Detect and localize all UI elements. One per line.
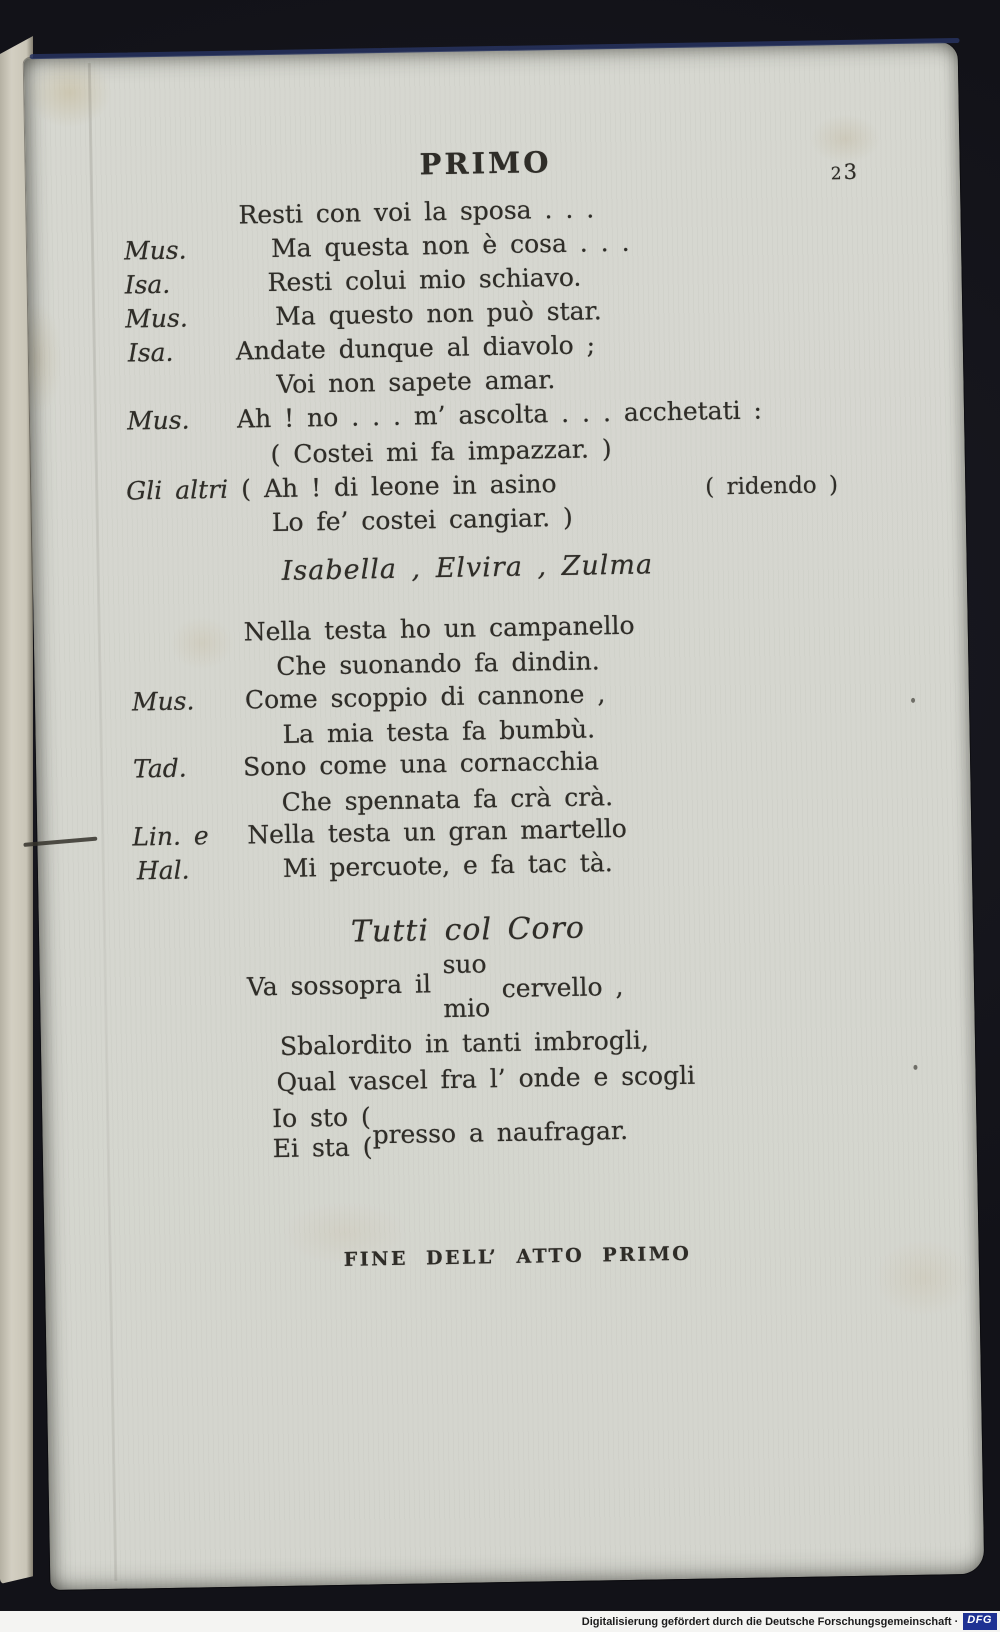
- verse-line: Che suonando fa dindin.: [276, 646, 600, 681]
- speaker-label: Gli altri: [126, 474, 229, 506]
- page-crease: [88, 63, 117, 1581]
- scene-heading: Isabella , Elvira , Zulma: [281, 549, 654, 587]
- speaker-label: Mus.: [131, 686, 195, 717]
- end-of-act-label: FINE DELL’ ATTO PRIMO: [343, 1242, 692, 1271]
- stage-direction: ( ridendo ): [705, 472, 839, 501]
- page-number: 23: [830, 159, 860, 185]
- digitization-credit-text: Digitalisierung gefördert durch die Deutsche Forschungsgemeinschaft ·: [581, 1615, 959, 1628]
- verse-line: Io sto (: [271, 1102, 371, 1134]
- speaker-label: Hal.: [136, 855, 190, 886]
- verse-line: Come scoppio di cannone ,: [244, 679, 606, 715]
- verse-line: Ei sta (: [272, 1132, 373, 1164]
- verse-line: Nella testa ho un campanello: [243, 610, 635, 647]
- alternative-words: [442, 948, 490, 1024]
- verse-line: Nella testa un gran martello: [247, 813, 628, 850]
- verse-line: Qual vascel fra l’ onde e scogli: [276, 1060, 696, 1098]
- running-header: PRIMO: [419, 145, 552, 182]
- book-page: [24, 42, 985, 1590]
- verse-line: ( Ah ! di leone in asino: [241, 469, 557, 504]
- speaker-label: Mus.: [126, 405, 190, 436]
- alt-word-top: suo: [442, 949, 487, 980]
- verse-line: Sbalordito in tanti imbrogli,: [279, 1025, 649, 1061]
- ink-speck: [913, 1065, 917, 1070]
- verse-line: Ah ! no . . . m’ ascolta . . . acchetati :: [236, 395, 763, 434]
- verse-fragment: cervello ,: [501, 971, 624, 1004]
- speaker-label: Isa.: [127, 337, 174, 368]
- verse-line-with-alternatives: [246, 946, 624, 1028]
- scene-heading: Tutti col Coro: [350, 910, 586, 950]
- verse-line: Ma questo non può star.: [274, 296, 602, 331]
- speaker-label: Tad.: [132, 753, 187, 784]
- verse-line: ( Costei mi fa impazzar. ): [270, 434, 612, 470]
- verse-line: Resti colui mio schiavo.: [267, 262, 582, 298]
- verse-line: La mia testa fa bumbù.: [282, 714, 596, 749]
- verse-line: Mi percuote, e fa tac tà.: [282, 848, 613, 883]
- verse-line: Ma questa non è cosa . . .: [270, 227, 630, 263]
- speaker-label: Mus.: [125, 303, 188, 334]
- digitization-credit-bar: [0, 1611, 1000, 1632]
- verse-line: Sono come una cornacchia: [242, 746, 600, 782]
- verse-fragment: Va sossopra il: [246, 969, 432, 1002]
- verse-line: presso a naufragar.: [372, 1115, 629, 1150]
- handwritten-margin-mark: [23, 837, 97, 847]
- speaker-label: Lin. e: [132, 821, 209, 852]
- verse-line: Resti con voi la sposa . . .: [238, 194, 595, 230]
- speaker-label: Mus.: [123, 235, 187, 266]
- verse-line: Che spennata fa crà crà.: [281, 782, 614, 817]
- verse-line: Lo fe’ costei cangiar. ): [271, 502, 574, 538]
- alt-word-bottom: mio: [443, 993, 491, 1024]
- speaker-label: Isa.: [124, 269, 171, 300]
- ink-speck: [911, 698, 915, 703]
- verse-line: Voi non sapete amar.: [276, 365, 556, 399]
- dfg-logo: DFG: [963, 1613, 997, 1629]
- verse-line: Andate dunque al diavolo ;: [235, 330, 596, 366]
